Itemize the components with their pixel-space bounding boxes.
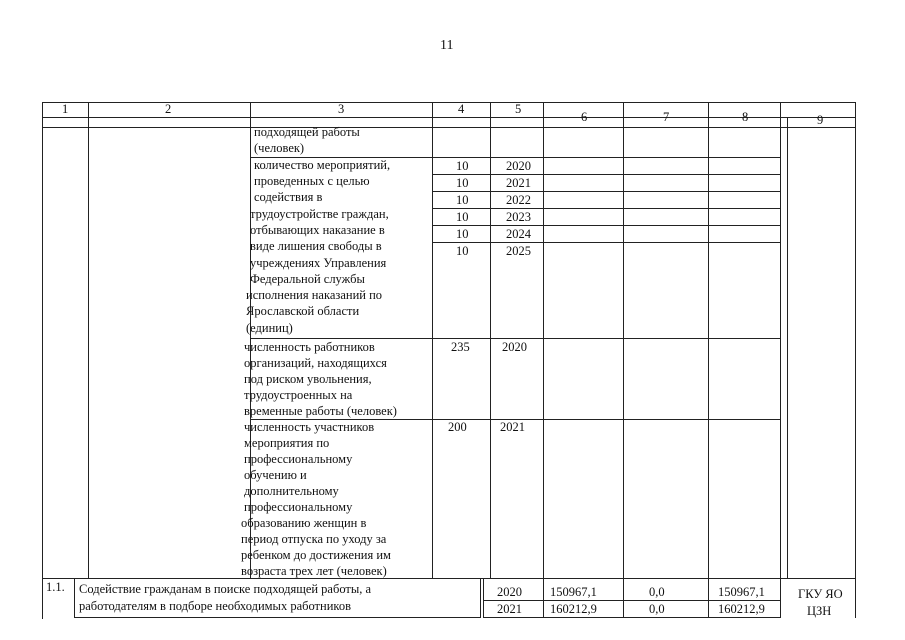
rule [42,117,855,118]
indicator-text-line: под риском увольнения, [244,372,372,386]
row-total: 160212,9 [550,602,597,616]
indicator-text-line: численность работников [244,340,375,354]
indicator-text-line: отбывающих наказание в [250,223,385,237]
rule [432,102,433,578]
indicator-text-line: обучению и [244,468,307,482]
column-header: 5 [515,102,522,116]
indicator-text-line: численность участников [244,420,375,434]
indicator-year: 2020 [502,340,527,354]
indicator-value: 10 [456,176,469,190]
row-col7: 0,0 [649,602,665,616]
rule [432,174,780,175]
page-number: 11 [440,38,454,53]
indicator-text-line: Федеральной службы [250,272,365,286]
column-header: 3 [338,102,345,116]
indicator-value: 10 [456,227,469,241]
rule [780,102,781,618]
executor-line: ГКУ ЯО [798,587,843,601]
rule [490,102,491,578]
rule [432,208,780,209]
rule [432,191,780,192]
rule [623,102,624,618]
indicator-text-line: мероприятия по [244,436,330,450]
rule [88,102,89,578]
rule [543,102,544,618]
indicator-text-line: профессиональному [244,500,353,514]
indicator-text-line: виде лишения свободы в [250,239,382,253]
indicator-text-line: исполнения наказаний по [246,288,383,302]
indicator-text-line: трудоустроенных на [244,388,353,402]
section-number: 1.1. [46,580,65,594]
indicator-text-line: Ярославской области [246,304,360,318]
indicator-value: 10 [456,210,469,224]
rule [42,102,43,619]
column-header: 9 [817,113,824,127]
rule [432,225,780,226]
executor-line: ЦЗН [807,604,832,618]
indicator-value: 200 [448,420,467,434]
indicator-text-line: временные работы (человек) [244,404,397,418]
indicator-value: 235 [451,340,470,354]
row-col8: 160212,9 [718,602,765,616]
column-header: 6 [581,110,588,124]
section-title-line: Содействие гражданам в поиске подходящей работы, а [79,582,372,596]
rule [708,102,709,618]
indicator-text-line: период отпуска по уходу за [241,532,387,546]
row-total: 150967,1 [550,585,597,599]
indicator-year: 2020 [506,159,531,173]
indicator-year: 2022 [506,193,531,207]
column-header: 2 [165,102,172,116]
column-header: 4 [458,102,465,116]
indicator-text-line: организаций, находящихся [244,356,387,370]
rule [42,127,855,128]
row-year: 2020 [497,585,522,599]
rule [480,578,481,618]
row-col8: 150967,1 [718,585,765,599]
rule [432,242,780,243]
indicator-text-line: (единиц) [246,321,293,335]
column-header: 1 [62,102,69,116]
indicator-text-line: учреждениях Управления [250,256,387,270]
indicator-year: 2021 [506,176,531,190]
indicator-year: 2023 [506,210,531,224]
column-header: 8 [742,110,749,124]
indicator-text-line: ребенком до достижения им [241,548,391,562]
indicator-text-line: образованию женщин в [241,516,367,530]
rule [483,578,484,618]
rule [74,578,75,618]
rule [855,102,856,618]
indicator-text-line: проведенных с целью [254,174,370,188]
indicator-text-line: количество мероприятий, [254,158,391,172]
indicator-text-line: содействия в [254,190,323,204]
indicator-text-line: (человек) [254,141,305,155]
indicator-text-line: возраста трех лет (человек) [241,564,387,578]
row-year: 2021 [497,602,522,616]
indicator-year: 2024 [506,227,531,241]
column-header: 7 [663,110,670,124]
indicator-year: 2025 [506,244,531,258]
row-col7: 0,0 [649,585,665,599]
indicator-text-line: трудоустройстве граждан, [250,207,389,221]
indicator-value: 10 [456,244,469,258]
indicator-year: 2021 [500,420,525,434]
rule [42,102,855,103]
indicator-text-line: дополнительному [244,484,339,498]
indicator-text-line: профессиональному [244,452,353,466]
rule [42,578,855,579]
indicator-value: 10 [456,159,469,173]
indicator-value: 10 [456,193,469,207]
indicator-text-line: подходящей работы [254,125,360,139]
section-title-line: работодателям в подборе необходимых работников [79,599,351,613]
rule [74,617,480,618]
rule [787,117,788,578]
